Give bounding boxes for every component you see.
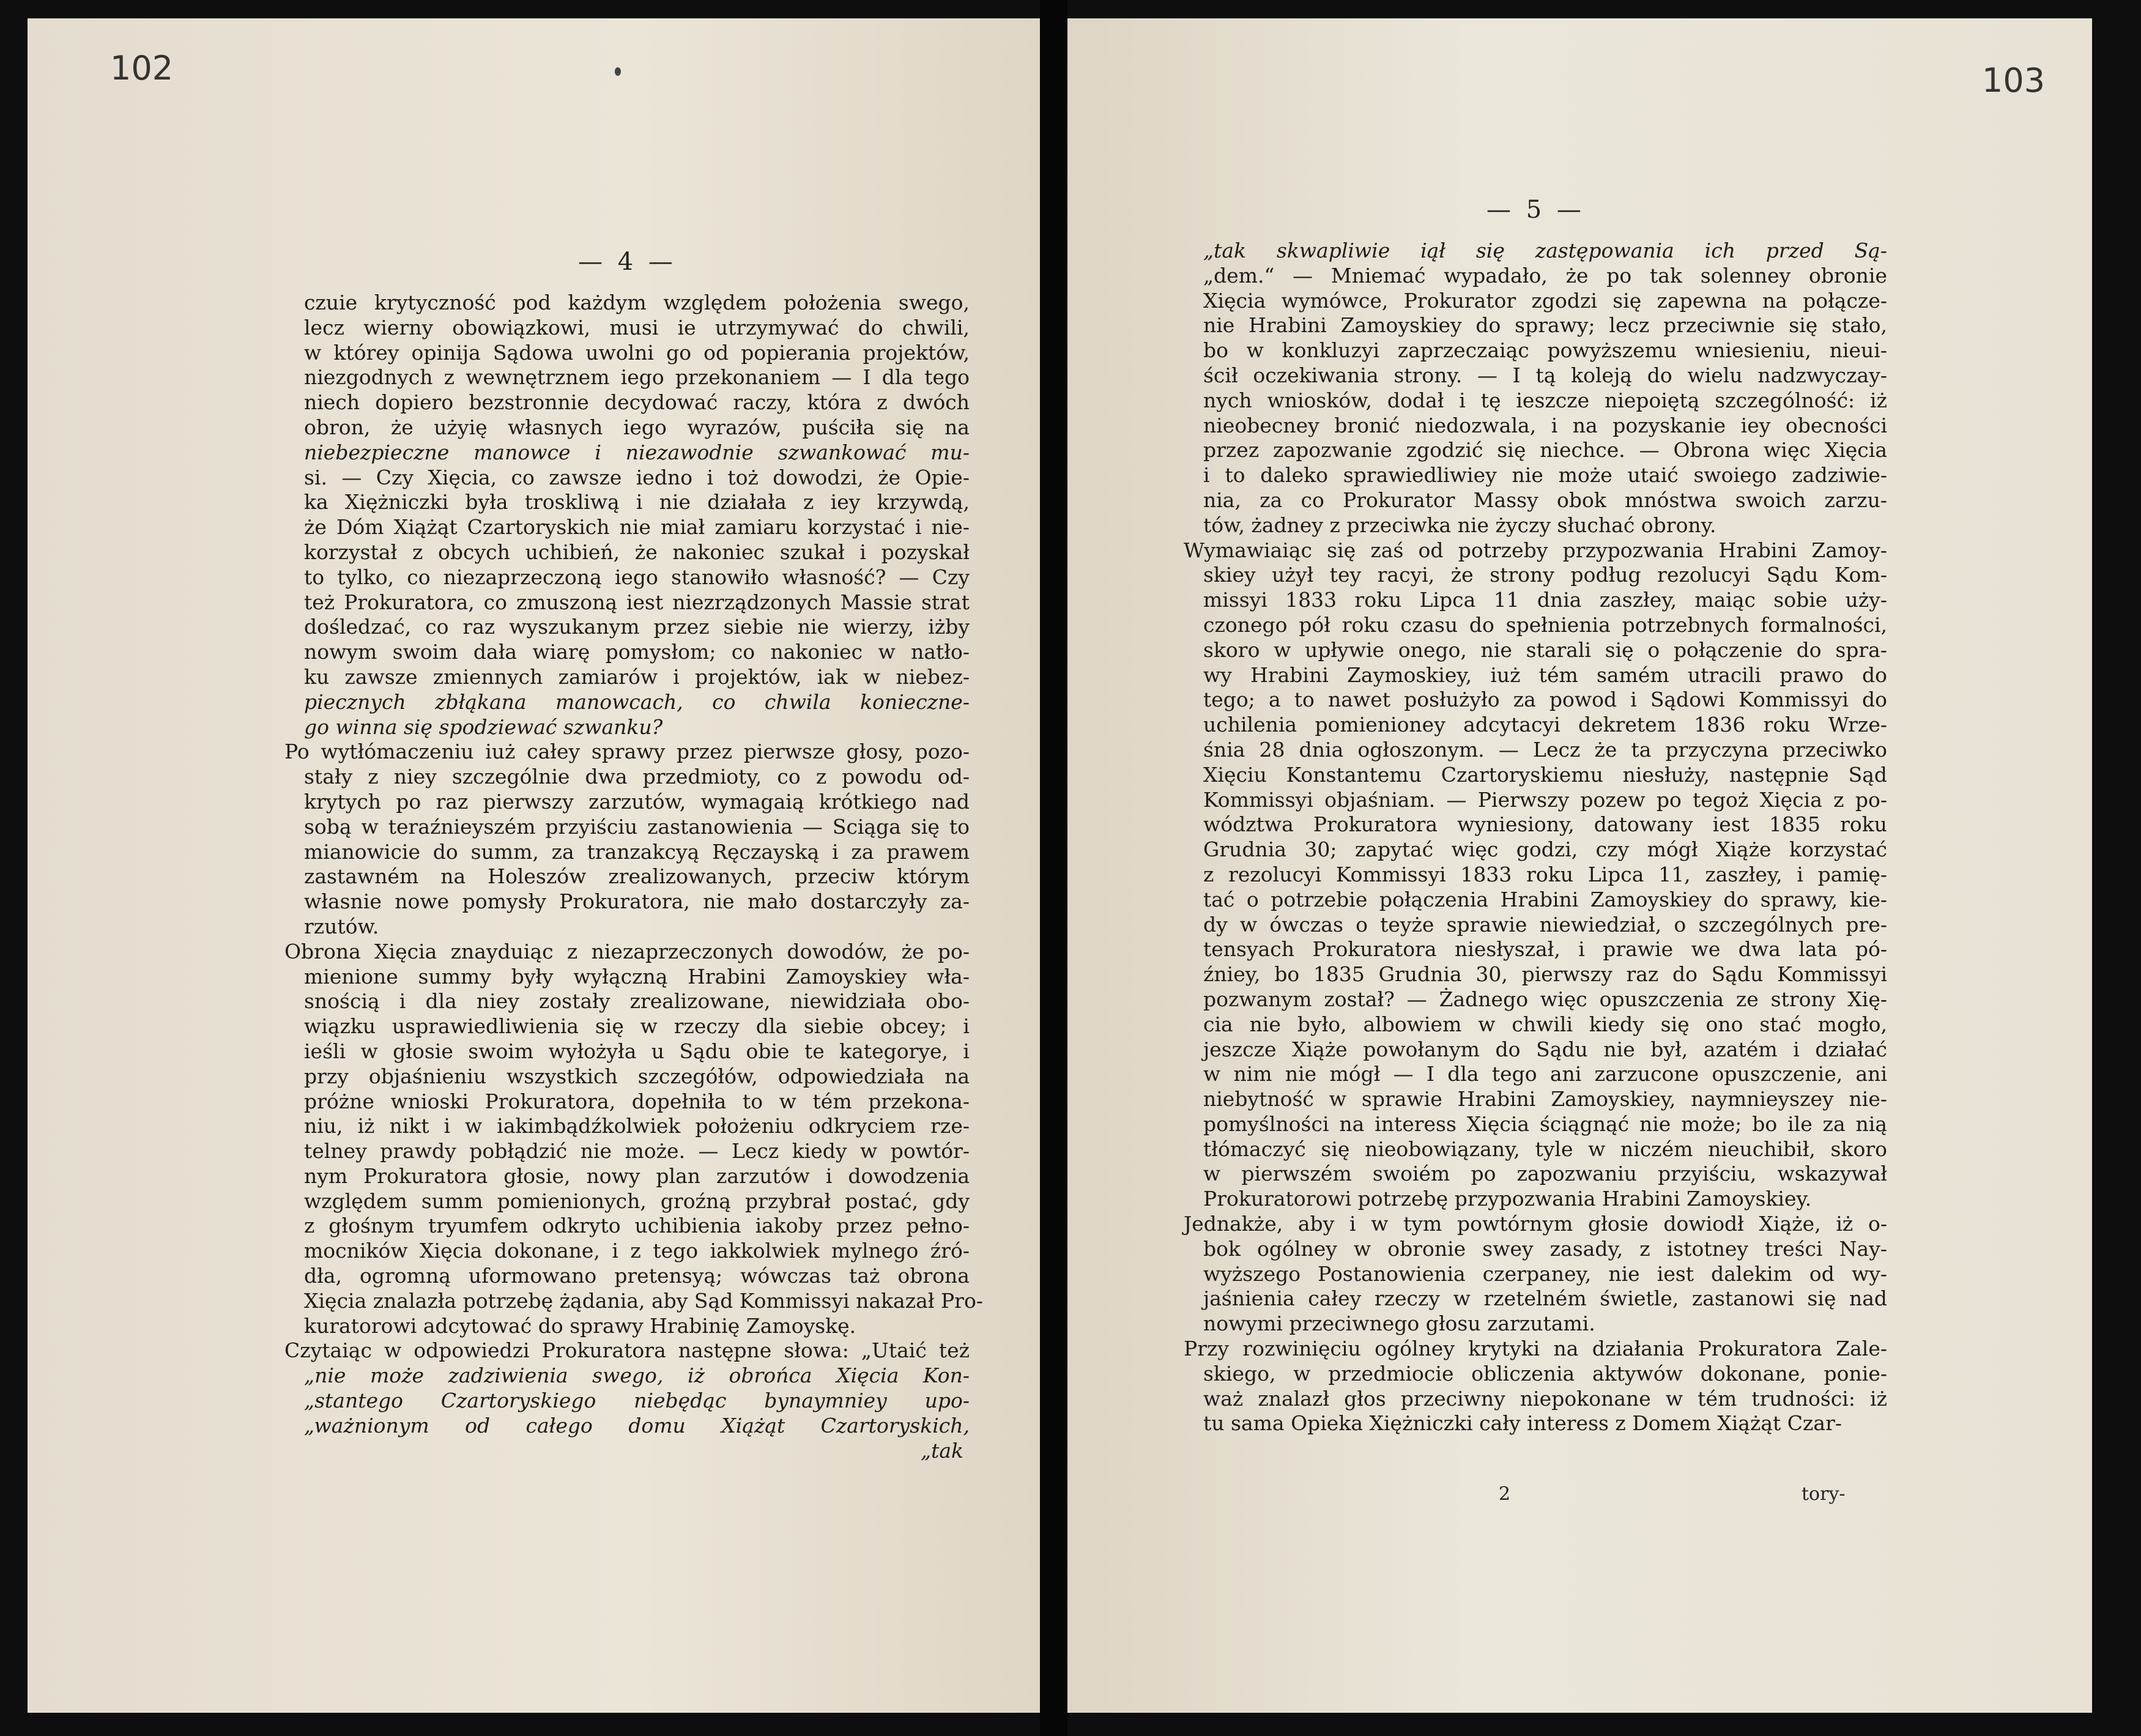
text-line: piecznych zbłąkana manowcach, co chwila konieczne- [304,689,970,714]
text-line: „dem.“ — Mniemać wypadało, że po tak solenney obronie [1203,263,1887,287]
text-line: dośledzać, co raz wyszukanym przez siebie nie wierzy, iżby [304,615,970,639]
text-line: Po wytłómaczeniu iuż całey sprawy przez pierwsze głosy, pozo- [284,740,970,764]
text-line: jaśnienia całey rzeczy w rzetelném świetle, zastanowi się nad [1203,1286,1887,1311]
text-line: tensyach Prokuratora niesłyszał, i prawie we dwa lata pó- [1203,937,1887,962]
right-text-column [1184,239,1887,1436]
left-text-column [284,291,983,1463]
text-line: że Dóm Xiążąt Czartoryskich nie miał zamiaru korzystać i nie- [304,515,970,540]
text-line: stały z niey szczególnie dwa przedmioty, co z powodu od- [304,765,970,789]
text-line: w którey opinija Sądowa uwolni go od popierania projektów, [304,340,970,365]
text-line: Grudnia 30; zapytać więc godzi, czy mógł Xiąże korzystać [1203,837,1887,862]
right-folio: — 5 — [1486,196,1585,224]
text-line: niezgodnych z wewnętrznem iego przekonaniem — I dla tego [304,365,970,390]
book-gutter [1040,0,1067,1736]
text-line: Xięcia wymówce, Prokurator zgodzi się zapewna na połącze- [1203,288,1887,313]
text-line: obron, że użyię własnych iego wyrazów, puściła się na [304,415,970,439]
text-line: z głośnym tryumfem odkryto uchibienia iakoby przez pełno- [304,1214,970,1238]
text-line: z rezolucyi Kommissyi 1833 roku Lipca 11, zaszłey, i pamię- [1203,862,1887,886]
text-line: to tylko, co niezaprzeczoną iego stanowiło własność? — Czy [304,565,970,589]
text-line: w nim nie mógł — I dla tego ani zarzucone opuszczenie, ani [1203,1062,1887,1086]
text-line: pomyślności na interess Xięcia ściągnąć nie może; bo ile za nią [1203,1111,1887,1136]
text-line: ieśli w głosie swoim wyłożyła u Sądu obie te kategorye, i [304,1039,970,1063]
text-line: rzutów. [304,914,379,938]
text-line: Przy rozwinięciu ogólney krytyki na działania Prokuratora Zale- [1184,1337,1887,1361]
text-line: kuratorowi adcytować do sprawy Hrabinię Zamoyskę. [304,1313,856,1338]
text-line: lecz wierny obowiązkowi, musi ie utrzymywać do chwili, [304,315,970,339]
text-line: korzystał z obcych uchibień, że nakoniec szukał i pozyskał [304,540,970,564]
text-line: jeszcze Xiąże powołanym do Sądu nie był, azatém i działać [1203,1037,1887,1061]
text-line: mocników Xięcia dokonane, i z tego iakkolwiek mylnego źró- [304,1239,970,1263]
text-line: skoro w upływie onego, nie starali się o połączenie do spra- [1203,637,1887,662]
text-line: waż znalazł głos przeciwny niepokonane w tém trudności: iż [1203,1386,1887,1411]
text-line: przez zapozwanie zgodzić się niechce. — Obrona więc Xięcia [1203,438,1887,462]
text-line: tu sama Opieka Xiężniczki cały interess z Domem Xiążąt Czar- [1203,1411,1842,1436]
text-line: pozwanym został? — Żadnego więc opuszczenia ze strony Xię- [1203,987,1887,1011]
text-line: nowym swoim dała wiarę pomysłom; co nakoniec w natło- [304,640,970,664]
text-line: tłómaczyć się nieobowiązany, tyle w niczém nieuchibił, skoro [1203,1137,1887,1161]
text-line: niebytność w sprawie Hrabini Zamoyskiey, naymnieyszey nie- [1203,1087,1887,1111]
text-line: mianowicie do summ, za tranzakcyą Ręczayską i za prawem [304,839,970,864]
text-line: go winna się spodziewać szwanku? [304,714,663,739]
text-line: wy Hrabini Zaymoskiey, iuż tém samém utracili prawo do [1203,662,1887,687]
text-line: „tak [920,1438,963,1463]
left-folio: — 4 — [578,248,677,276]
text-line: ka Xiężniczki była troskliwą i nie działała z iey krzywdą, [304,490,970,514]
text-line: dła, ogromną uformowano pretensyą; wówczas taż obrona [304,1264,970,1288]
text-line: Wymawiaiąc się zaś od potrzeby przypozwania Hrabini Zamoy- [1184,538,1887,562]
text-line: „stantego Czartoryskiego niebędąc bynaymniey upo- [304,1389,970,1413]
text-line: wództwa Prokuratora wyniesiony, datowany iest 1835 roku [1203,812,1887,837]
text-line: nych wniosków, dodał i tę ieszcze niepoiętą szczególność: iż [1203,388,1887,412]
text-line: „nie może zadziwienia swego, iż obrońca Xięcia Kon- [304,1363,970,1388]
text-line: krytych po raz pierwszy zarzutów, wymagaią krótkiego nad [304,789,970,814]
text-line: niu, iż nikt i w iakimbądźkolwiek położeniu odkryciem rze- [304,1114,970,1138]
text-line: „ważnionym od całego domu Xiążąt Czartoryskich, [304,1413,970,1437]
text-line: nieobecney bronić niedozwala, i na pozyskanie iey obecności [1203,413,1887,437]
text-line: Xięciu Konstantemu Czartoryskiemu niesłuży, następnie Sąd [1203,762,1887,787]
text-line: telney prawdy pobłądzić nie może. — Lecz kiedy w powtór- [304,1139,970,1163]
text-line: czonego pół roku czasu do spełnienia potrzebnych formalności, [1203,612,1887,637]
text-line: dy w ówczas o teyże sprawie niewiedział, o szczególnych pre- [1203,912,1887,937]
text-line: źniey, bo 1835 Grudnia 30, pierwszy raz do Sądu Kommissyi [1203,962,1887,987]
text-line: wiązku usprawiedliwienia się w rzeczy dla siebie obcey; i [304,1014,970,1039]
text-line: uchilenia pomienioney adcytacyi dekretem 1836 roku Wrze- [1203,713,1887,737]
text-line: niebezpieczne manowce i niezawodnie szwankować mu- [304,440,970,464]
text-line: nowymi przeciwnego głosu zarzutami. [1203,1311,1595,1336]
text-line: śnia 28 dnia ogłoszonym. — Lecz że ta przyczyna przeciwko [1203,737,1887,762]
text-line: próżne wnioski Prokuratora, dopełniła to w tém przekona- [304,1089,970,1113]
ink-spot [615,67,621,76]
text-line: ścił oczekiwania strony. — I tą koleją do wielu nadzwyczay- [1203,363,1887,387]
text-line: mienione summy były wyłączną Hrabini Zamoyskiey wła- [304,964,970,989]
text-line: nie Hrabini Zamoyskiey do sprawy; lecz przeciwnie się stało, [1203,313,1887,338]
text-line: snością i dla niey zostały zrealizowane, niewidziała obo- [304,989,970,1014]
text-line: Czytaiąc w odpowiedzi Prokuratora następne słowa: „Utaić też [284,1338,970,1363]
text-line: względem summ pomienionych, groźną przybrał postać, gdy [304,1189,970,1213]
text-line: wyższego Postanowienia czerpaney, nie iest dalekim od wy- [1203,1261,1887,1286]
catchword: tory- [1801,1483,1846,1505]
text-line: si. — Czy Xięcia, co zawsze iedno i toż dowodzi, że Opie- [304,465,970,489]
text-line: w pierwszém swoiém po zapozwaniu przyiściu, wskazywał [1203,1162,1887,1186]
text-line: missyi 1833 roku Lipca 11 dnia zaszłey, maiąc sobie uży- [1203,588,1887,612]
text-line: Jednakże, aby i w tym powtórnym głosie dowiodł Xiąże, iż o- [1184,1212,1887,1236]
text-line: skiey użył tey racyi, że strony podług rezolucyi Sądu Kom- [1203,563,1887,587]
text-line: nym Prokuratora głosie, nowy plan zarzutów i dowodzenia [304,1163,970,1188]
text-line: ku zawsze zmiennych zamiarów i projektów, iak w niebez- [304,664,970,689]
text-line: sobą w teraźnieyszém przyiściu zastanowienia — Sciąga się to [304,814,970,839]
text-line: niech dopiero bezstronnie decydować raczy, która z dwóch [304,390,970,415]
text-line: przy objaśnieniu wszystkich szczegółów, odpowiedziała na [304,1064,970,1088]
right-handwritten-page-number: 103 [1982,61,2046,100]
text-line: bok ogólney w obronie swey zasady, z istotney treści Nay- [1203,1236,1887,1261]
signature-mark: 2 [1499,1483,1511,1505]
text-line: tać o potrzebie połączenia Hrabini Zamoyskiey do sprawy, kie- [1203,887,1887,911]
text-line: cia nie było, albowiem w chwili kiedy się ono stać mogło, [1203,1012,1887,1036]
text-line: Xięcia znalazła potrzebę żądania, aby Sąd Kommissyi nakazał Pro- [304,1288,983,1313]
text-line: nia, za co Prokurator Massy obok mnóstwa swoich zarzu- [1203,488,1887,512]
text-line: Kommissyi objaśniam. — Pierwszy pozew po tegoż Xięcia z po- [1203,787,1887,812]
text-line: zastawném na Holeszów zrealizowanych, przeciw którym [304,864,970,889]
text-line: też Prokuratora, co zmuszoną iest niezrządzonych Massie strat [304,590,970,614]
text-line: Prokuratorowi potrzebę przypozwania Hrabini Zamoyskiey. [1203,1187,1812,1211]
text-line: i to daleko sprawiedliwiey nie może utaić swoiego zadziwie- [1203,463,1887,488]
text-line: „tak skwapliwie iął się zastępowania ich przed Są- [1203,239,1887,262]
text-line: skiego, w przedmiocie obliczenia aktywów dokonane, ponie- [1203,1361,1887,1385]
left-handwritten-page-number: 102 [110,49,174,87]
text-line: tego; a to nawet posłużyło za powod i Sądowi Kommissyi do [1203,688,1887,712]
text-line: Obrona Xięcia znayduiąc z niezaprzeczonych dowodów, że po- [284,939,970,963]
text-line: bo w konkluzyi zaprzeczaiąc powyższemu wniesieniu, nieui- [1203,338,1887,363]
text-line: własnie nowe pomysły Prokuratora, nie mało dostarczyły za- [304,889,970,914]
text-line: czuie krytyczność pod każdym względem położenia swego, [304,291,970,314]
text-line: tów, żadney z przeciwka nie życzy słuchać obrony. [1203,513,1716,537]
